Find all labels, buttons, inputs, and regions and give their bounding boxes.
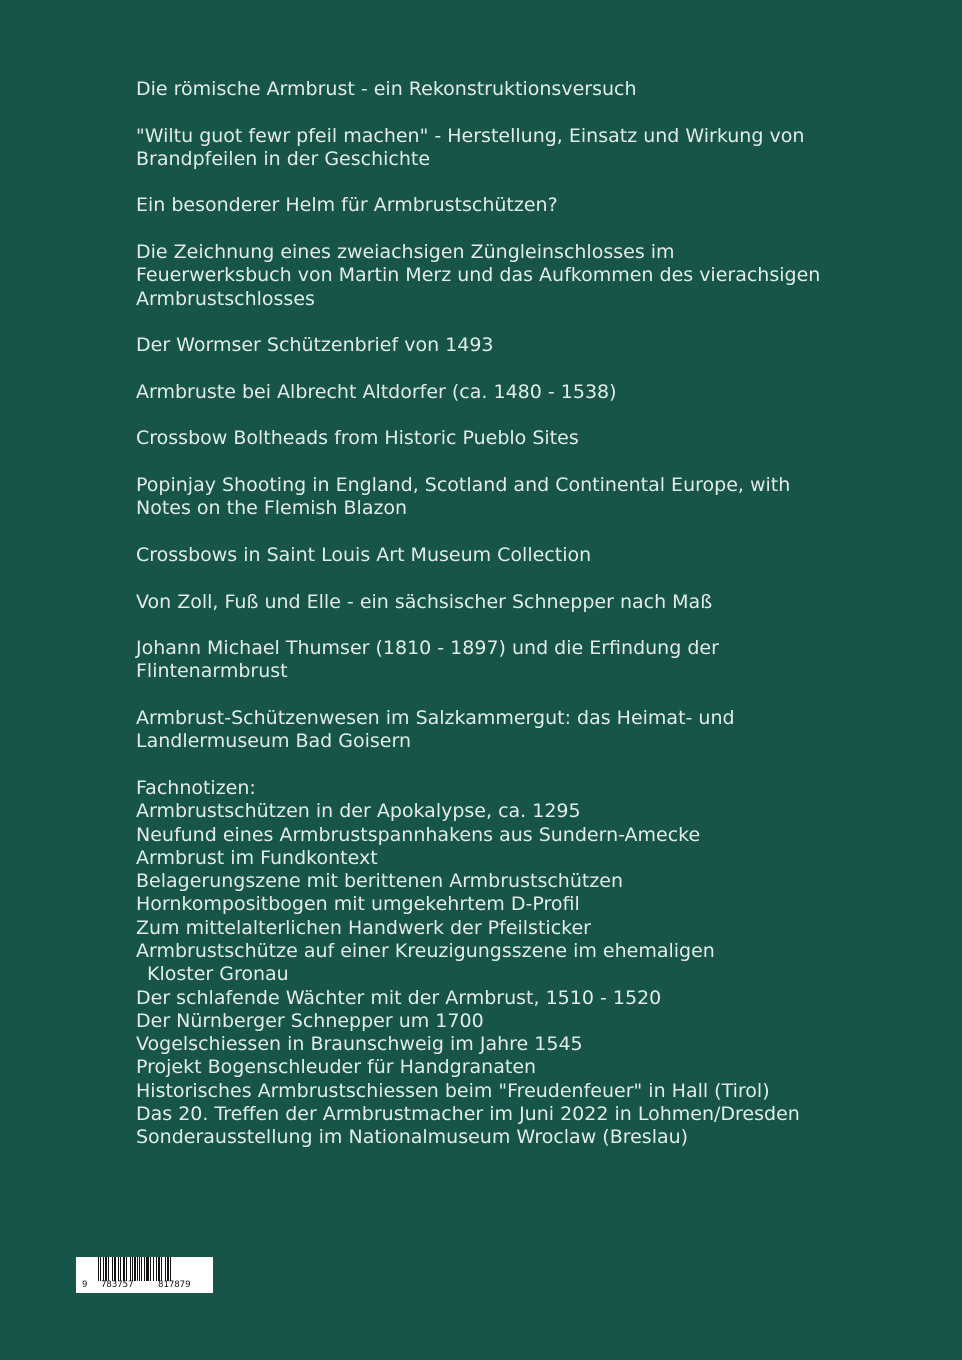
note-item: Zum mittelalterlichen Handwerk der Pfeilsticker xyxy=(136,916,591,939)
article-entry: Johann Michael Thumser (1810 - 1897) und die Erfindung der Flintenarmbrust xyxy=(136,637,719,683)
barcode-bar xyxy=(167,1257,169,1281)
barcode-bar xyxy=(161,1257,162,1281)
barcode-bar xyxy=(126,1257,127,1281)
barcode-bar xyxy=(170,1257,171,1281)
note-item: Sonderausstellung im Nationalmuseum Wroclaw (Breslau) xyxy=(136,1126,689,1149)
article-entry: Armbrust-Schützenwesen im Salzkammergut: das Heimat- und Landlermuseum Bad Goisern xyxy=(136,707,735,753)
article-entry: Crossbow Boltheads from Historic Pueblo Sites xyxy=(136,427,579,450)
fachnotizen-section xyxy=(136,777,836,1150)
article-entry: Der Wormser Schützenbrief von 1493 xyxy=(136,334,494,357)
barcode-bar xyxy=(120,1257,121,1281)
barcode-bar xyxy=(123,1257,125,1281)
note-item: Armbrustschütze auf einer Kreuzigungsszene im ehemaligen xyxy=(136,939,715,962)
barcode-bar xyxy=(103,1257,104,1281)
barcode-bar xyxy=(141,1257,142,1281)
note-item: Der schlafende Wächter mit der Armbrust, 1510 - 1520 xyxy=(136,986,662,1009)
barcode-bar xyxy=(114,1257,116,1281)
note-item-continuation: Kloster Gronau xyxy=(147,963,289,986)
note-item: Belagerungszene mit berittenen Armbrustschützen xyxy=(136,870,624,893)
barcode-digits-left: 783757 xyxy=(101,1280,134,1290)
note-item: Vogelschiessen in Braunschweig im Jahre 1545 xyxy=(136,1033,583,1056)
note-item: Das 20. Treffen der Armbrustmacher im Juni 2022 in Lohmen/Dresden xyxy=(136,1103,800,1126)
article-entry: Die Zeichnung eines zweiachsigen Züngleinschlosses im Feuerwerksbuch von Martin Merz und das Aufkommen des vierachsigen Armbrustschlosses xyxy=(136,241,821,310)
isbn-barcode xyxy=(76,1257,213,1293)
article-entry: "Wiltu guot fewr pfeil machen" - Herstellung, Einsatz und Wirkung von Brandpfeilen in der Geschichte xyxy=(136,124,805,170)
note-item: Historisches Armbrustschiessen beim "Freudenfeuer" in Hall (Tirol) xyxy=(136,1079,770,1102)
barcode-bar xyxy=(156,1257,157,1281)
barcode-bar xyxy=(137,1257,138,1281)
barcode-bar xyxy=(108,1257,109,1281)
barcode-bar xyxy=(130,1257,131,1281)
fachnotizen-heading: Fachnotizen: xyxy=(136,776,256,799)
barcode-bar xyxy=(134,1257,136,1281)
barcode-bar xyxy=(153,1257,154,1281)
barcode-bar xyxy=(105,1257,107,1281)
barcode-bar xyxy=(144,1257,145,1281)
note-item: Neufund eines Armbrustspannhakens aus Sundern-Amecke xyxy=(136,823,701,846)
article-entry: Die römische Armbrust - ein Rekonstruktionsversuch xyxy=(136,78,637,100)
note-item: Hornkompositbogen mit umgekehrtem D-Profil xyxy=(136,893,580,916)
barcode-digits-right: 817879 xyxy=(158,1280,191,1290)
article-entry: Popinjay Shooting in England, Scotland and Continental Europe, with Notes on the Flemish Blazon xyxy=(136,474,791,520)
barcode-bar xyxy=(100,1257,101,1281)
note-item: Armbrustschützen in der Apokalypse, ca. 1295 xyxy=(136,800,581,823)
note-item: Der Nürnberger Schnepper um 1700 xyxy=(136,1009,484,1032)
note-item: Armbrust im Fundkontext xyxy=(136,846,378,869)
barcode-bar xyxy=(118,1257,119,1281)
barcode-bar xyxy=(146,1257,149,1281)
article-entry: Crossbows in Saint Louis Art Museum Collection xyxy=(136,543,592,566)
table-of-contents xyxy=(136,78,836,1150)
barcode-bar xyxy=(150,1257,151,1281)
barcode-bar xyxy=(112,1257,113,1281)
barcode-bar xyxy=(139,1257,140,1281)
barcode-bar xyxy=(98,1257,99,1281)
barcode-bar xyxy=(165,1257,166,1281)
barcode-digit-first: 9 xyxy=(82,1280,88,1290)
note-item: Projekt Bogenschleuder für Handgranaten xyxy=(136,1056,537,1079)
barcode-bars xyxy=(98,1257,208,1281)
article-entry: Armbruste bei Albrecht Altdorfer (ca. 1480 - 1538) xyxy=(136,380,617,403)
article-entry: Von Zoll, Fuß und Elle - ein sächsischer Schnepper nach Maß xyxy=(136,590,713,613)
barcode-bar xyxy=(158,1257,160,1281)
barcode-bar xyxy=(132,1257,133,1281)
article-entry: Ein besonderer Helm für Armbrustschützen? xyxy=(136,194,558,217)
